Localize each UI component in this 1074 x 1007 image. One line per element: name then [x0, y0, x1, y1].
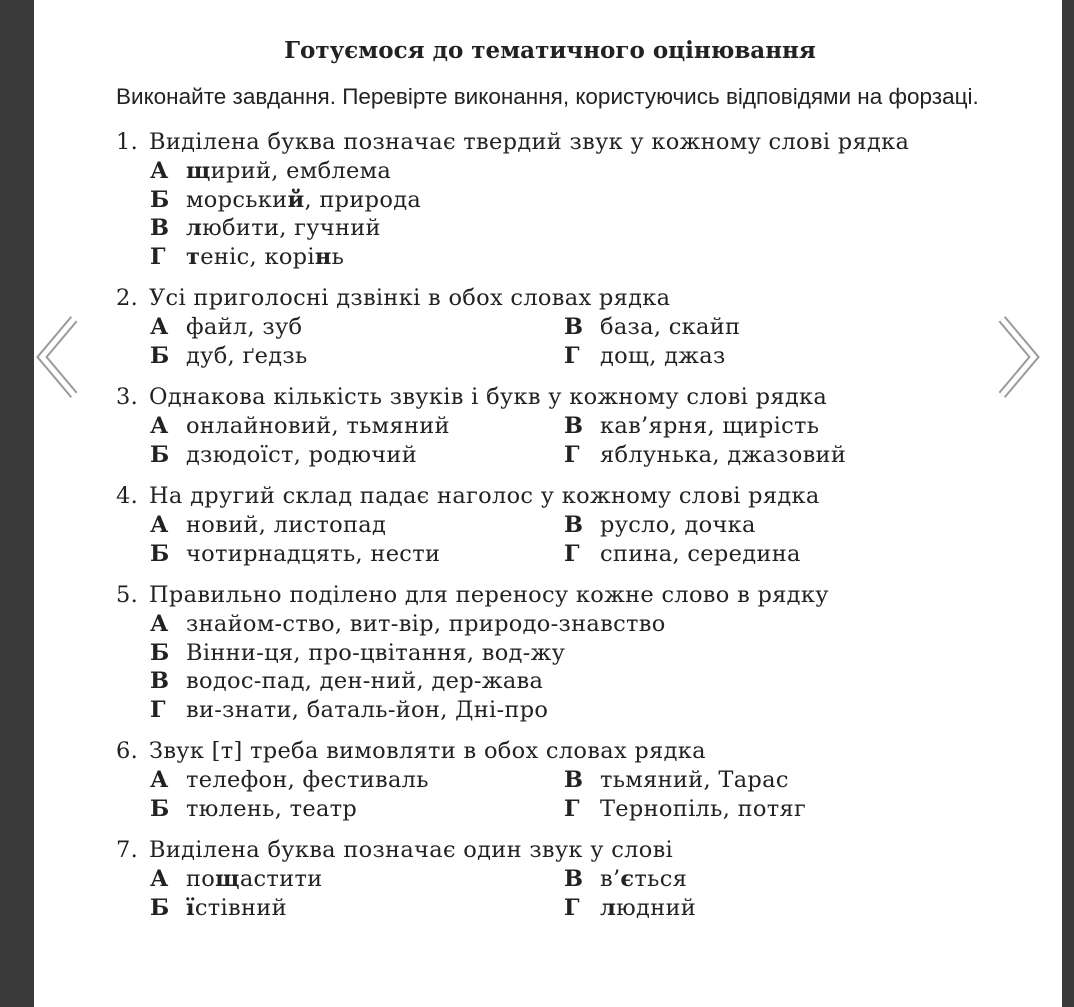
option-text: знайом-ство, вит-вір, природо-знавство	[186, 611, 666, 637]
question	[116, 580, 996, 610]
option-letter: В	[564, 314, 584, 340]
answer-option[interactable]	[150, 540, 564, 569]
option-letter: Г	[564, 342, 580, 369]
option-text: спина, середина	[600, 540, 801, 567]
option-text: Вінни-ця, про-цвітання, вод-жу	[186, 639, 566, 666]
answer-option[interactable]	[150, 511, 564, 540]
answer-option[interactable]	[564, 511, 756, 540]
question-text: Виділена буква позначає один звук у слові	[149, 837, 674, 863]
option-letter: Г	[150, 243, 166, 270]
answer-option[interactable]	[150, 610, 666, 639]
task	[116, 283, 996, 370]
option-letter: В	[150, 668, 170, 694]
answer-option[interactable]	[564, 342, 726, 371]
question-number: 7.	[116, 837, 139, 863]
option-letter: Г	[150, 696, 166, 723]
option-text: в’ється	[600, 866, 688, 892]
answer-option[interactable]	[150, 865, 564, 894]
option-letter: А	[150, 413, 169, 439]
option-letter: Б	[150, 795, 170, 822]
option-letter: А	[150, 767, 169, 793]
option-letter: Г	[564, 540, 580, 567]
option-text: дзюдоїст, родючий	[186, 441, 418, 468]
option-text: любити, гучний	[186, 215, 381, 241]
question-text: Однакова кількість звуків і букв у кожному слові рядка	[149, 384, 828, 410]
option-text: кав’ярня, щирість	[600, 413, 820, 439]
answer-option[interactable]	[150, 342, 564, 371]
option-letter: Б	[150, 639, 170, 666]
question	[116, 127, 996, 157]
question-number: 1.	[116, 129, 139, 155]
answer-option[interactable]	[150, 766, 564, 795]
answer-option[interactable]	[150, 214, 381, 243]
answer-option[interactable]	[564, 313, 740, 342]
option-text: база, скайп	[600, 314, 741, 340]
option-letter: А	[150, 158, 169, 184]
answer-option[interactable]	[150, 243, 344, 272]
option-letter: В	[564, 512, 584, 538]
option-text: онлайновий, тьмяний	[186, 413, 450, 439]
answer-option[interactable]	[150, 157, 391, 186]
question-text: На другий склад падає наголос у кожному слові рядка	[149, 483, 820, 509]
question	[116, 481, 996, 511]
option-letter: Б	[150, 441, 170, 468]
chevron-right-icon	[988, 313, 1048, 401]
option-letter: Б	[150, 540, 170, 567]
highlighted-letter: л	[600, 894, 617, 921]
option-letter: В	[564, 866, 584, 892]
highlighted-letter: ї	[186, 894, 195, 921]
option-text: телефон, фестиваль	[186, 767, 429, 793]
option-letter: Б	[150, 894, 170, 921]
option-text: русло, дочка	[600, 512, 756, 538]
prev-page-button[interactable]	[30, 313, 90, 401]
option-text: файл, зуб	[186, 314, 303, 340]
answer-option[interactable]	[564, 795, 806, 824]
answer-option[interactable]	[150, 696, 548, 725]
question	[116, 382, 996, 412]
answer-option[interactable]	[564, 894, 696, 923]
question-number: 6.	[116, 738, 139, 764]
option-text: ви-знати, баталь-йон, Дні-про	[186, 696, 549, 723]
option-letter: Г	[564, 441, 580, 468]
option-letter: Б	[150, 342, 170, 369]
option-text: чотирнадцять, нести	[186, 540, 441, 567]
option-letter: Г	[564, 795, 580, 822]
option-letter: А	[150, 611, 169, 637]
page-title: Готуємося до тематичного оцінювання	[284, 37, 816, 64]
answer-option[interactable]	[150, 795, 564, 824]
question-text: Усі приголосні дзвінкі в обох словах рядка	[149, 285, 671, 311]
highlighted-letter: н	[314, 243, 332, 270]
task	[116, 481, 996, 568]
option-text: теніс, корінь	[186, 243, 345, 270]
option-text: дуб, ґедзь	[186, 342, 308, 369]
option-letter: А	[150, 512, 169, 538]
question-text: Правильно поділено для переносу кожне слово в рядку	[149, 582, 829, 608]
document-page	[116, 34, 996, 922]
option-text: новий, листопад	[186, 512, 387, 538]
option-letter: В	[564, 413, 584, 439]
chevron-left-icon	[30, 313, 90, 401]
option-letter: Г	[564, 894, 580, 921]
option-text: дощ, джаз	[600, 342, 726, 369]
question-number: 2.	[116, 285, 139, 311]
viewer-left-edge	[0, 0, 34, 1007]
answer-option[interactable]	[150, 667, 543, 696]
task	[116, 580, 996, 724]
option-letter: А	[150, 866, 169, 892]
task	[116, 127, 996, 271]
highlighted-letter: є	[620, 866, 635, 892]
highlighted-letter: т	[186, 243, 201, 270]
option-text: щирий, емблема	[186, 158, 392, 184]
option-text: морський, природа	[186, 186, 422, 213]
highlighted-letter: щ	[215, 866, 240, 892]
instructions: Виконайте завдання. Перевірте виконання, користуючись відповідями на форзаці.	[116, 84, 979, 109]
option-text: Тернопіль, потяг	[600, 795, 807, 822]
answer-option[interactable]	[564, 441, 846, 470]
question-number: 3.	[116, 384, 139, 410]
option-text: тюлень, театр	[186, 795, 358, 822]
option-text: їстівний	[186, 894, 287, 921]
option-letter: А	[150, 314, 169, 340]
answer-option[interactable]	[150, 412, 564, 441]
highlighted-letter: щ	[186, 158, 211, 184]
option-letter: В	[564, 767, 584, 793]
answer-option[interactable]	[564, 412, 819, 441]
highlighted-letter: й	[287, 186, 305, 213]
answer-option[interactable]	[564, 766, 789, 795]
question-text: Звук [т] треба вимовляти в обох словах рядка	[149, 738, 706, 764]
question	[116, 736, 996, 766]
task	[116, 835, 996, 922]
question-number: 4.	[116, 483, 139, 509]
answer-option[interactable]	[150, 186, 421, 215]
option-text: тьмяний, Тарас	[600, 767, 789, 793]
answer-option[interactable]	[150, 441, 564, 470]
answer-option[interactable]	[564, 865, 687, 894]
question-number: 5.	[116, 582, 139, 608]
option-text: людний	[600, 894, 697, 921]
option-letter: Б	[150, 186, 170, 213]
question	[116, 283, 996, 313]
viewer-right-edge	[1062, 0, 1074, 1007]
answer-option[interactable]	[150, 639, 565, 668]
next-page-button[interactable]	[988, 313, 1048, 401]
option-text: яблунька, джазовий	[600, 441, 847, 468]
task	[116, 736, 996, 823]
answer-option[interactable]	[564, 540, 801, 569]
answer-option[interactable]	[150, 313, 564, 342]
answer-option[interactable]	[150, 894, 564, 923]
question-text: Виділена буква позначає твердий звук у кожному слові рядка	[149, 129, 910, 155]
option-text: пощастити	[186, 866, 323, 892]
option-text: водос-пад, ден-ний, дер-жава	[186, 668, 544, 694]
option-letter: В	[150, 215, 170, 241]
question	[116, 835, 996, 865]
highlighted-letter: л	[186, 215, 203, 241]
task	[116, 382, 996, 469]
